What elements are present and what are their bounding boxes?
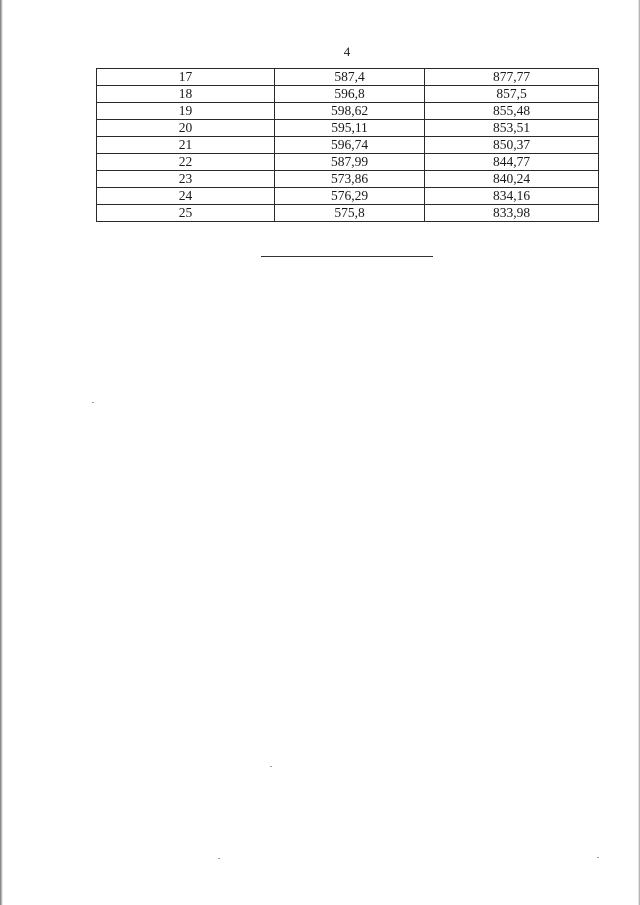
table-cell-index: 17 xyxy=(97,69,275,86)
table-cell-index: 25 xyxy=(97,205,275,222)
table-cell-value-1: 598,62 xyxy=(275,103,425,120)
table-cell-index: 24 xyxy=(97,188,275,205)
table-row xyxy=(97,137,599,154)
table-cell-index: 19 xyxy=(97,103,275,120)
table-cell-value-2: 844,77 xyxy=(425,154,599,171)
table-cell-value-2: 840,24 xyxy=(425,171,599,188)
table-cell-value-2: 855,48 xyxy=(425,103,599,120)
table-cell-value-1: 576,29 xyxy=(275,188,425,205)
table-cell-index: 23 xyxy=(97,171,275,188)
table-cell-value-1: 596,74 xyxy=(275,137,425,154)
table-cell-value-1: 573,86 xyxy=(275,171,425,188)
table-cell-value-2: 857,5 xyxy=(425,86,599,103)
scan-speck xyxy=(270,766,272,767)
scan-speck xyxy=(92,402,94,403)
data-table xyxy=(96,68,599,222)
table-cell-value-2: 850,37 xyxy=(425,137,599,154)
page-number: 4 xyxy=(343,44,351,59)
table-cell-value-2: 877,77 xyxy=(425,69,599,86)
table-cell-value-2: 833,98 xyxy=(425,205,599,222)
table-cell-index: 22 xyxy=(97,154,275,171)
table-cell-index: 18 xyxy=(97,86,275,103)
table-cell-index: 21 xyxy=(97,137,275,154)
table-cell-value-1: 587,4 xyxy=(275,69,425,86)
table-row xyxy=(97,86,599,103)
table-cell-value-1: 595,11 xyxy=(275,120,425,137)
table-cell-value-1: 596,8 xyxy=(275,86,425,103)
table-row xyxy=(97,171,599,188)
table-row xyxy=(97,205,599,222)
scan-speck xyxy=(218,858,220,859)
table-cell-value-1: 587,99 xyxy=(275,154,425,171)
end-of-document-rule xyxy=(261,256,433,257)
table-cell-value-1: 575,8 xyxy=(275,205,425,222)
table-row xyxy=(97,69,599,86)
table-cell-value-2: 853,51 xyxy=(425,120,599,137)
table-cell-index: 20 xyxy=(97,120,275,137)
scan-speck xyxy=(597,857,599,858)
scan-left-edge xyxy=(0,0,3,905)
table-row xyxy=(97,103,599,120)
table-cell-value-2: 834,16 xyxy=(425,188,599,205)
table-row xyxy=(97,154,599,171)
table-row xyxy=(97,120,599,137)
table-row xyxy=(97,188,599,205)
